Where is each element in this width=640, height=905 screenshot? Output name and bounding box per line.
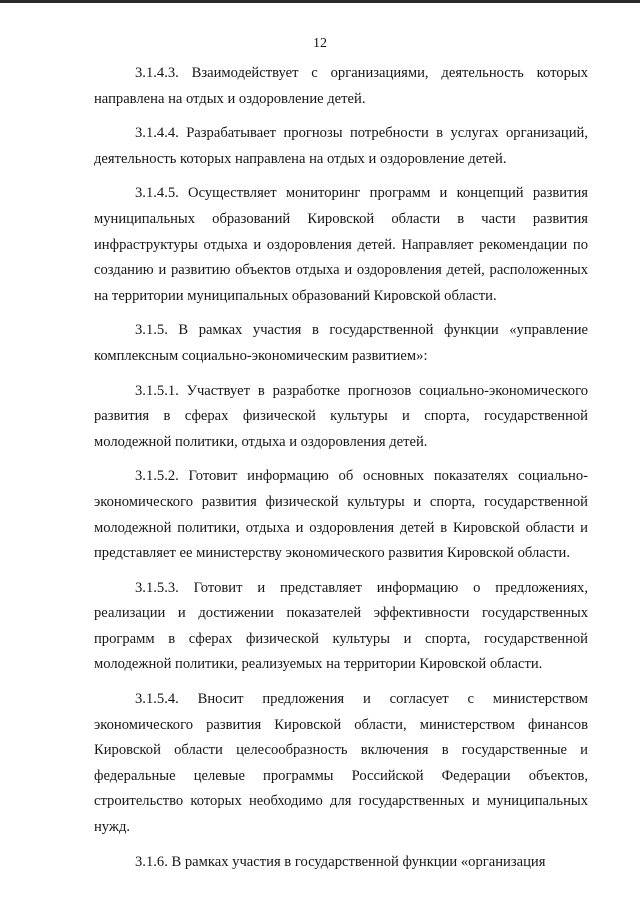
paragraph-3-1-5-1: 3.1.5.1. Участвует в разработке прогнозов социально-экономического развития в сферах физической культуры и спорта, государственной молодежной политики, отдыха и оздоровления детей.	[94, 382, 588, 450]
paragraph-3-1-4-4: 3.1.4.4. Разрабатывает прогнозы потребности в услугах организаций, деятельность которых направлена на отдых и оздоровление детей.	[94, 125, 588, 167]
scan-top-border	[0, 0, 640, 3]
paragraph-3-1-5-2: 3.1.5.2. Готовит информацию об основных показателях социально-экономического развития физической культуры и спорта, государственной молодежной политики, отдыха и оздоровления детей в Кировской области и представляет ее министерству экономического развития Кировской области.	[94, 468, 588, 562]
paragraph-3-1-5-4: 3.1.5.4. Вносит предложения и согласует с министерством экономического развития Кировской области, министерством финансов Кировской области целесообразность включения в государственные и федеральные целевые программы Российской Федерации объектов, строительство которых необходимо для государственных и муниципальных нужд.	[94, 691, 588, 836]
paragraph-3-1-5: 3.1.5. В рамках участия в государственной функции «управление комплексным социально-экономическим развитием»:	[94, 322, 588, 364]
paragraph-3-1-6: 3.1.6. В рамках участия в государственной функции «организация	[135, 853, 546, 870]
paragraph-3-1-5-3: 3.1.5.3. Готовит и представляет информацию о предложениях, реализации и достижении показателей эффективности государственных программ в сферах физической культуры и спорта, государственной молодежной политики, реализуемых на территории Кировской области.	[94, 579, 588, 673]
document-body	[94, 61, 588, 884]
paragraph-3-1-4-5: 3.1.4.5. Осуществляет мониторинг программ и концепций развития муниципальных образований Кировской области в части развития инфраструктуры отдыха и оздоровления детей. Направляет рекомендации по созданию и развитию объектов отдыха и оздоровления детей, расположенных на территории муниципальных образований Кировской области.	[94, 185, 588, 304]
page-number: 12	[313, 36, 327, 51]
paragraph-3-1-4-3: 3.1.4.3. Взаимодействует с организациями, деятельность которых направлена на отдых и оздоровление детей.	[94, 65, 588, 107]
